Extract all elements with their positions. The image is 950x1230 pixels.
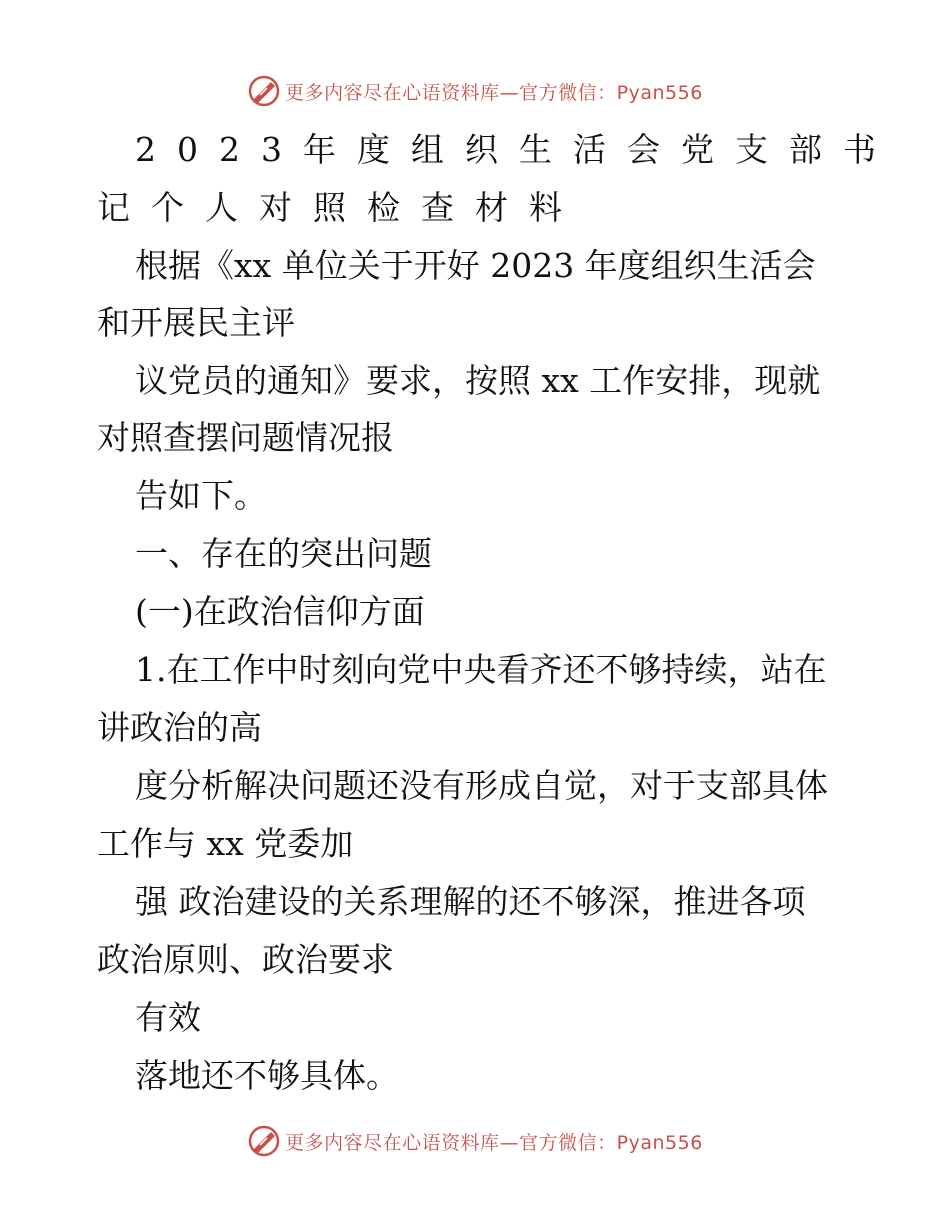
paragraph-line: 讲政治的高 xyxy=(97,708,262,747)
watermark-text: 更多内容尽在心语资料库—官方微信：Pyan556 xyxy=(285,1131,703,1154)
paragraph-line: 和开展民主评 xyxy=(97,303,295,342)
paragraph-line: 有效 xyxy=(135,998,201,1037)
paragraph-line: 议党员的通知》要求，按照 xx 工作安排，现就 xyxy=(135,361,821,400)
paragraph-line: 工作与 xx 党委加 xyxy=(97,824,354,863)
paragraph-line: 政治原则、政治要求 xyxy=(97,940,394,979)
paragraph-line: 度分析解决问题还没有形成自觉，对于支部具体 xyxy=(135,766,828,805)
paragraph-line: 根据《xx 单位关于开好 2023 年度组织生活会 xyxy=(135,246,816,285)
watermark-text: 更多内容尽在心语资料库—官方微信：Pyan556 xyxy=(285,81,703,104)
subsection-heading: (一)在政治信仰方面 xyxy=(135,592,425,631)
paragraph-line: 告如下。 xyxy=(135,476,267,515)
paragraph-line: 1.在工作中时刻向党中央看齐还不够持续，站在 xyxy=(135,650,827,689)
paragraph-line: 强 政治建设的关系理解的还不够深，推进各项 xyxy=(135,882,806,921)
doc-title-line-2: 记个人对照检查材料 xyxy=(97,188,583,227)
paragraph-line: 落地还不够具体。 xyxy=(135,1056,399,1095)
section-heading: 一、存在的突出问题 xyxy=(135,534,432,573)
feather-pen-seal-icon xyxy=(247,1124,281,1158)
header-watermark-banner xyxy=(0,71,950,111)
footer-watermark-banner xyxy=(0,1121,950,1161)
doc-title-line-1: 2023年度组织生活会党支部书 xyxy=(135,130,897,169)
feather-pen-seal-icon xyxy=(247,74,281,108)
paragraph-line: 对照查摆问题情况报 xyxy=(97,418,394,457)
